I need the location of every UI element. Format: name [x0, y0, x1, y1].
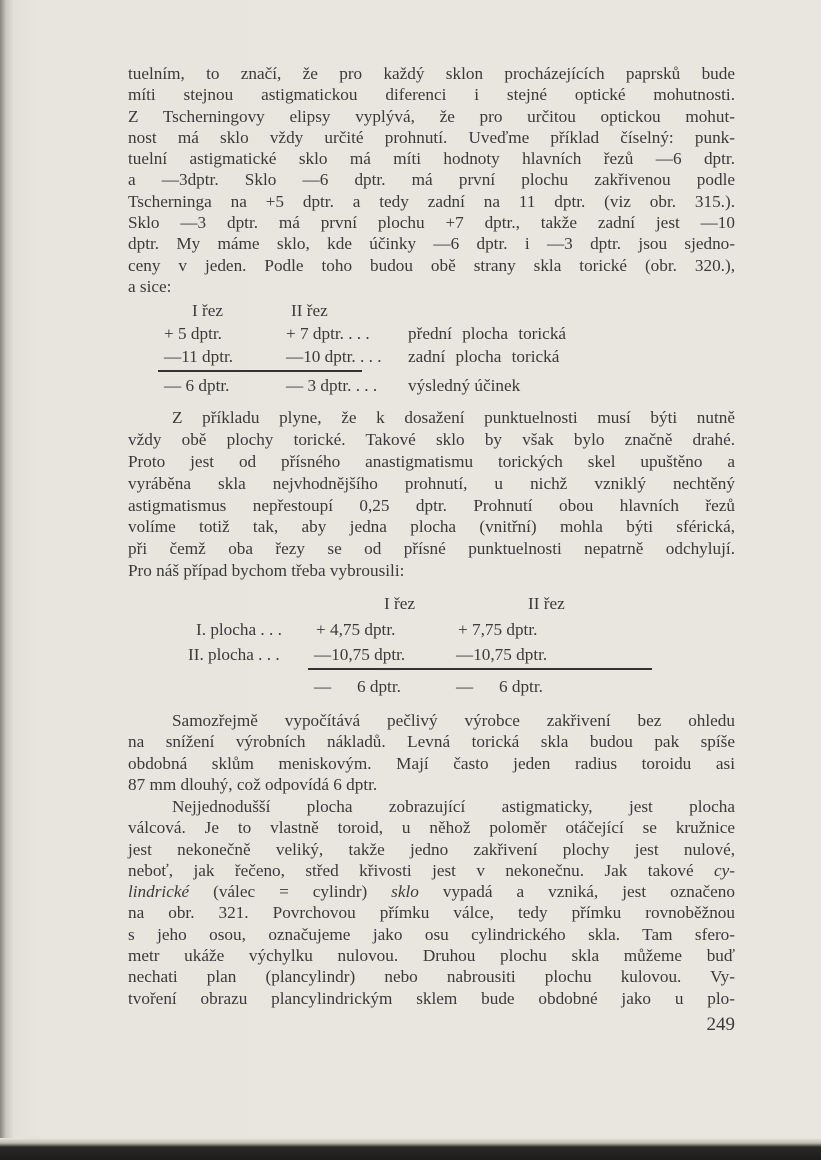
table1-r1-c1: + 5 dptr.: [164, 324, 222, 343]
text-line: Z příkladu plyne, že k dosažení punktuelnosti musí býti nutně: [172, 408, 735, 427]
text-line: Sklo —3 dptr. má první plochu +7 dptr., takže zadní jest —10: [128, 213, 735, 233]
table2-r1-label: I. plocha . . .: [196, 620, 282, 639]
table2-r2-label: II. plocha . . .: [188, 645, 280, 664]
text-segment: neboť, jak řečeno, střed křivosti jest v nekonečnu. Jak takové: [128, 860, 715, 880]
text-line: s jeho osou, označujeme jako osu cylindrického skla. Tam sfero-: [128, 924, 735, 944]
text-line: na snížení výrobních nákladů. Levná torická skla budou pak spíše: [128, 732, 735, 752]
text-line: astigmatismus nepřestoupí 0,25 dptr. Prohnutí obou hlavních řezů: [128, 495, 735, 515]
text-line: [128, 860, 735, 881]
table1-r2-c1: —11 dptr.: [164, 347, 234, 366]
table1-r1-c2: + 7 dptr. . . .: [286, 324, 370, 343]
text-line: jest nekonečně veliký, takže jedno zakřivení plochy jest nulové,: [128, 839, 735, 859]
paragraph-4: [128, 796, 735, 1009]
text-line: nechati plan (plancylindr) nebo nabrousiti plochu kulovou. Vy-: [128, 967, 735, 987]
text-line: [128, 881, 735, 902]
text-line: Proto jest od přísného anastigmatismu torických skel upuštěno a: [128, 451, 735, 471]
table2-r3-c1: — 6 dptr.: [314, 677, 401, 696]
table1-header-2: II řez: [291, 301, 328, 320]
text-line: a sice:: [128, 276, 172, 296]
text-line: tvoření obrazu plancylindrickým sklem bude obdobné jako u plo-: [128, 988, 735, 1008]
text-line: válcová. Je to vlastně toroid, u něhož poloměr otáčející se kružnice: [128, 818, 735, 838]
paragraph-2: [128, 407, 735, 582]
table1-header-1: I řez: [192, 301, 224, 320]
text-line: tuelní astigmatické sklo má míti hodnoty hlavních řezů —6 dptr.: [128, 149, 735, 169]
text-line: dptr. My máme sklo, kde účinky —6 dptr. i —3 dptr. jsou sjedno-: [128, 234, 735, 254]
text-line: vyráběna skla nejvhodnějšího prohnutí, u nichž vzniklý nechtěný: [128, 473, 735, 493]
table1-sum-rule: [158, 370, 362, 372]
table2-header-2: II řez: [528, 594, 565, 613]
text-line: vždy obě plochy torické. Takové sklo by však bylo značně drahé.: [128, 429, 735, 449]
text-line: Samozřejmě vypočítává pečlivý výrobce zakřivení bez ohledu: [172, 711, 735, 730]
scan-bottom-edge: [0, 1138, 821, 1160]
text-line: Tscherninga na +5 dptr. a tedy zadní na 11 dptr. (viz obr. 315.).: [128, 191, 735, 211]
table2-sum-rule: [308, 668, 652, 670]
table1-r3-label: výsledný účinek: [408, 376, 521, 395]
table1-r2-label: zadní plocha torická: [408, 347, 560, 366]
italic-text: lindrické: [128, 882, 190, 902]
text-line: 87 mm dlouhý, což odpovídá 6 dptr.: [128, 774, 378, 794]
paragraph-1: [128, 63, 735, 297]
table2-r1-c2: + 7,75 dptr.: [458, 620, 538, 639]
text-line: Z Tscherningovy elipsy vyplývá, že pro určitou optickou mohut-: [128, 106, 735, 126]
paragraph-3: [128, 710, 735, 795]
table1-r3-c1: — 6 dptr.: [164, 376, 230, 395]
table1-r1-label: přední plocha torická: [408, 324, 567, 343]
text-segment: vypadá a vzniká, jest označeno: [418, 882, 735, 902]
text-line: Nejjednodušší plocha zobrazující astigmaticky, jest plocha: [172, 797, 735, 816]
italic-text: sklo: [391, 882, 419, 902]
text-line: nost má sklo vždy určité prohnutí. Uveďme příklad číselný: punk-: [128, 127, 735, 147]
table2-r1-c1: + 4,75 dptr.: [316, 620, 396, 639]
table2-r3-c2: — 6 dptr.: [456, 677, 543, 696]
text-line: obdobná sklům meniskovým. Mají často jeden radius toroidu asi: [128, 753, 735, 773]
italic-text: cy-: [714, 860, 735, 880]
table2-header-1: I řez: [384, 594, 416, 613]
table1-r3-c2: — 3 dptr. . . .: [286, 376, 378, 395]
text-line: tuelním, to značí, že pro každý sklon procházejících paprsků bude: [128, 64, 735, 83]
text-line: volíme totiž tak, aby jedna plocha (vnitřní) mohla býti sférická,: [128, 517, 735, 537]
table1-r2-c2: —10 dptr. . . .: [286, 347, 382, 366]
table2-r2-c1: —10,75 dptr.: [314, 645, 406, 664]
page-number: 249: [706, 1014, 735, 1035]
text-line: ceny v jeden. Podle toho budou obě strany skla torické (obr. 320.),: [128, 255, 735, 275]
text-line: míti stejnou astigmatickou diferenci i stejné optické mohutnosti.: [128, 85, 735, 105]
text-line: metr ukáže výchylku nulovou. Druhou plochu skla můžeme buď: [128, 946, 735, 966]
text-segment: (válec = cylindr): [189, 882, 392, 902]
text-line: při čemž oba řezy se od přísné punktuelnosti nepatrně odchylují.: [128, 539, 735, 559]
text-line: na obr. 321. Povrchovou přímku válce, tedy přímku rovnoběžnou: [128, 903, 735, 923]
text-line: Pro náš případ bychom třeba vybrousili:: [128, 561, 405, 581]
text-line: a —3dptr. Sklo —6 dptr. má první plochu zakřivenou podle: [128, 170, 735, 190]
table2-r2-c2: —10,75 dptr.: [456, 645, 548, 664]
